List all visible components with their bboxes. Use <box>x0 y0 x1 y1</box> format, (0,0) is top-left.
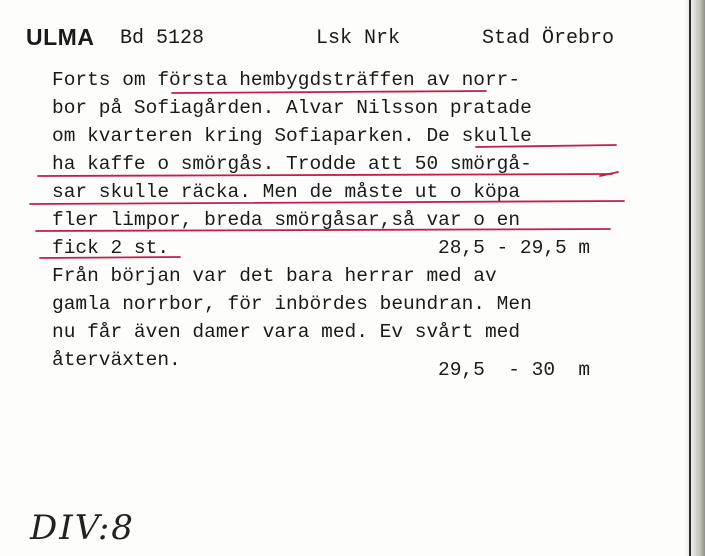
underline-mark <box>600 172 618 176</box>
city-name: Stad Örebro <box>482 27 615 50</box>
card-edge-line <box>689 0 691 556</box>
card-edge-shadow <box>683 0 705 556</box>
text-line: sar skulle räcka. Men de måste ut o köpa <box>52 181 521 203</box>
measurement-range: 28,5 - 29,5 m <box>438 237 591 259</box>
text-line: Från början var det bara herrar med av <box>52 265 497 287</box>
text-line: Forts om första hembygdsträffen av norr- <box>52 69 521 91</box>
text-line: fick 2 st. <box>52 237 170 259</box>
volume-number: Bd 5128 <box>120 27 205 50</box>
text-line: gamla norrbor, för inbördes beundran. Men <box>52 293 532 315</box>
measurement-range: 29,5 - 30 m <box>438 359 591 381</box>
text-line: nu får även damer vara med. Ev svårt med <box>52 321 521 343</box>
archive-name: ULMA <box>26 24 95 50</box>
text-line: ha kaffe o smörgås. Trodde att 50 smörgå- <box>52 153 532 175</box>
text-line: bor på Sofiagården. Alvar Nilsson pratade <box>52 97 532 119</box>
parish-code: Lsk Nrk <box>316 27 401 50</box>
handwritten-signature: DIV:8 <box>30 508 135 548</box>
text-line: fler limpor, breda smörgåsar,så var o en <box>52 209 521 231</box>
card-header <box>26 24 665 54</box>
text-line: återväxten. <box>52 349 181 371</box>
text-line: om kvarteren kring Sofiaparken. De skulle <box>52 125 532 147</box>
